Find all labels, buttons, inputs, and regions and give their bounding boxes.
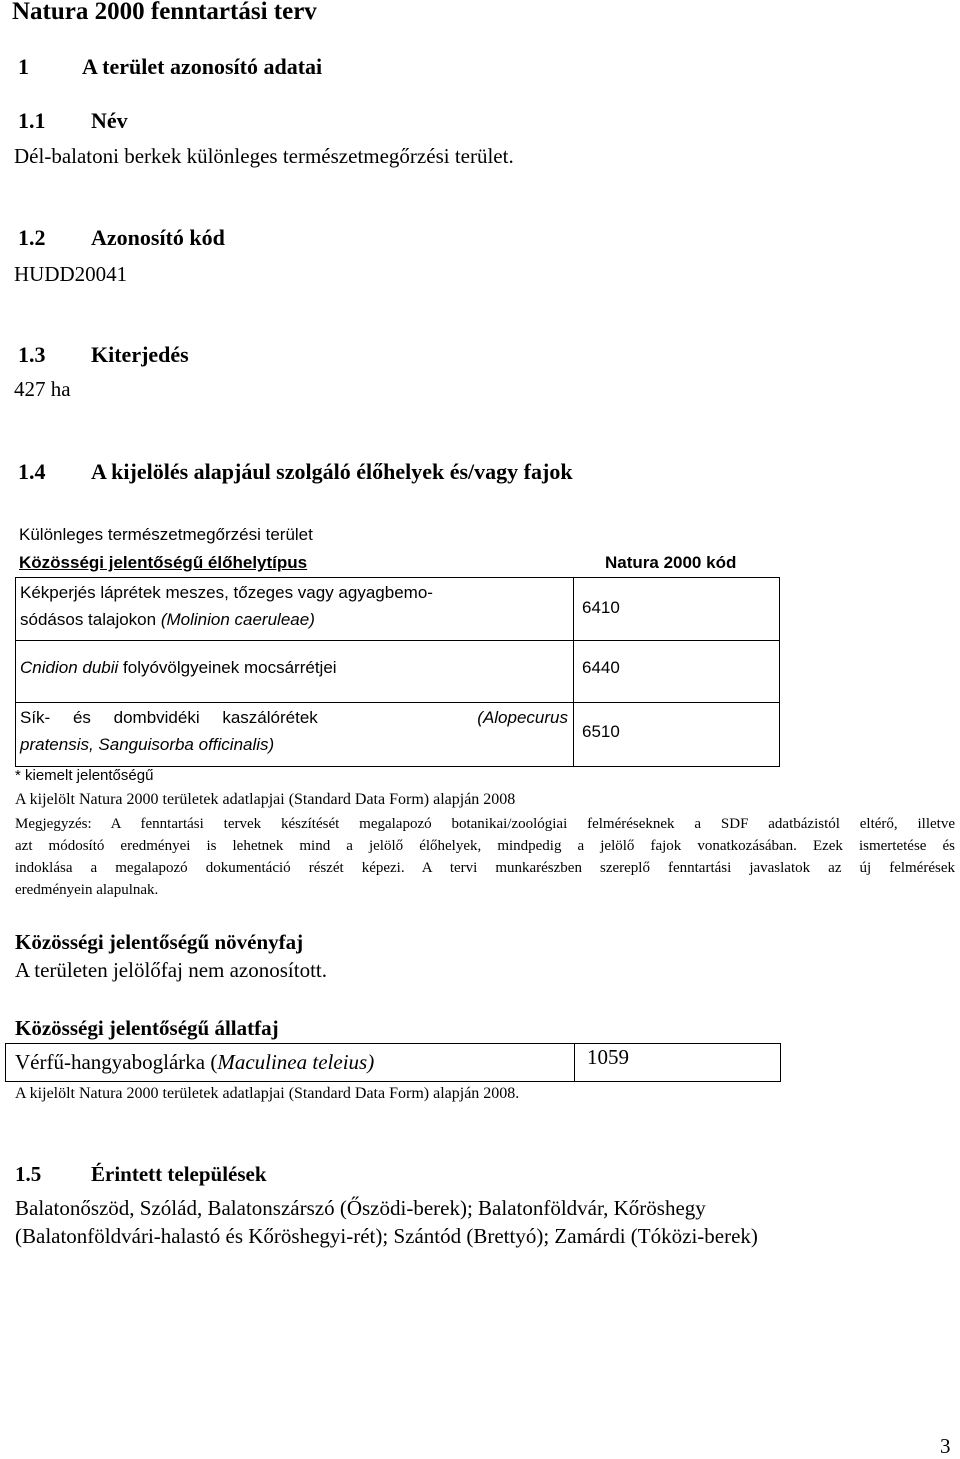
habitat-row-3-code: 6510 xyxy=(582,722,620,741)
section-1-4-title: A kijelölés alapjául szolgáló élőhelyek és/vagy fajok xyxy=(91,459,573,484)
habitat-row-2-text: folyóvölgyeinek mocsárrétjei xyxy=(118,658,337,677)
section-1-2-number: 1.2 xyxy=(18,225,46,250)
species-name xyxy=(15,1050,374,1075)
section-1-3-number: 1.3 xyxy=(18,342,46,367)
animals-heading: Közösségi jelentőségű állatfaj xyxy=(15,1016,279,1040)
habitat-row-3-text: Sík- és dombvidéki kaszálórétek xyxy=(20,708,318,727)
document-title: Natura 2000 fenntartási terv xyxy=(12,0,317,25)
table-border-top xyxy=(15,577,779,578)
species-source-note: A kijelölt Natura 2000 területek adatlapjai (Standard Data Form) alapján 2008. xyxy=(15,1085,520,1102)
species-table-border-bottom xyxy=(5,1081,781,1082)
habitat-row-1-latin: (Molinion caeruleae) xyxy=(160,610,315,629)
section-1-3-title: Kiterjedés xyxy=(91,342,189,367)
table-border-left xyxy=(15,577,16,767)
section-1-1-number: 1.1 xyxy=(18,108,46,133)
remark-paragraph xyxy=(15,813,955,901)
section-1-2-title: Azonosító kód xyxy=(91,225,225,250)
plants-heading: Közösségi jelentőségű növényfaj xyxy=(15,930,304,954)
habitat-row-1-code: 6410 xyxy=(582,598,620,617)
section-1-4-number: 1.4 xyxy=(18,459,46,484)
table-border-right xyxy=(779,577,780,767)
section-1-title: A terület azonosító adatai xyxy=(82,54,323,79)
habitat-row-3-latin-1: (Alopecurus xyxy=(477,708,568,727)
habitat-row-1-text-2: sódásos talajokon xyxy=(20,610,161,629)
site-area: 427 ha xyxy=(14,377,71,401)
section-1-5-number: 1.5 xyxy=(15,1162,42,1186)
habitat-source-note: A kijelölt Natura 2000 területek adatlapjai (Standard Data Form) alapján 2008 xyxy=(15,791,516,808)
section-1-5-title: Érintett települések xyxy=(91,1162,267,1186)
species-table-column-divider xyxy=(574,1043,575,1082)
settlements-line-2: (Balatonföldvári-halastó és Kőröshegyi-rét); Szántód (Brettyó); Zamárdi (Tóközi-berek) xyxy=(15,1224,758,1248)
priority-footnote: * kiemelt jelentőségű xyxy=(15,767,154,784)
species-code: 1059 xyxy=(587,1045,629,1069)
species-table-border-right xyxy=(780,1043,781,1082)
habitat-col-header: Közösségi jelentőségű élőhelytípus xyxy=(19,553,308,572)
site-name: Dél-balatoni berkek különleges természetmegőrzési terület. xyxy=(14,144,514,168)
habitat-row-2-latin: Cnidion dubii xyxy=(20,658,119,677)
species-name-common: Vérfű-hangyaboglárka ( xyxy=(15,1050,218,1074)
remark-line-1: Megjegyzés: A fenntartási tervek készítését megalapozó botanikai/zoológiai felméréseknek a SDF adatbázistól eltérő, illetve xyxy=(15,816,955,832)
remark-line-2: azt módosító eredményei is lehetnek mind a jelölő élőhelyek, mindpedig a jelölő fajok vonatkozásában. Ezek ismertetése és xyxy=(15,838,955,854)
code-col-header: Natura 2000 kód xyxy=(605,553,737,572)
section-1-1-title: Név xyxy=(91,108,128,133)
species-table-border-left xyxy=(5,1043,6,1082)
habitat-row-3-line1 xyxy=(20,708,568,728)
site-code: HUDD20041 xyxy=(14,262,128,286)
habitat-table-caption: Különleges természetmegőrzési terület xyxy=(19,525,313,544)
species-table-border-top xyxy=(5,1043,781,1044)
remark-line-4: eredményein alapulnak. xyxy=(15,882,159,898)
habitat-row-1-line2 xyxy=(20,610,315,630)
habitat-row-2-code: 6440 xyxy=(582,658,620,677)
habitat-row-2-name xyxy=(20,658,337,678)
species-name-latin: Maculinea teleius) xyxy=(217,1050,375,1074)
settlements-line-1: Balatonőszöd, Szólád, Balatonszárszó (Őszödi-berek); Balatonföldvár, Kőröshegy xyxy=(15,1196,706,1220)
section-1-number: 1 xyxy=(18,54,29,79)
habitat-row-1-line1 xyxy=(20,583,560,603)
table-row-divider-1 xyxy=(15,640,779,641)
plants-text: A területen jelölőfaj nem azonosított. xyxy=(15,958,327,982)
habitat-row-3-latin-2: pratensis, Sanguisorba officinalis) xyxy=(20,735,275,754)
table-row-divider-2 xyxy=(15,702,779,703)
habitat-row-1-text: Kékperjés láprétek meszes, tőzeges vagy agyagbemo- xyxy=(20,583,433,602)
table-column-divider xyxy=(573,577,574,767)
remark-line-3: indoklása a megalapozó dokumentáció részét képezi. A tervi munkarészben szereplő fenntartási javaslatok az új felmérések xyxy=(15,860,955,876)
page-number: 3 xyxy=(940,1434,951,1458)
